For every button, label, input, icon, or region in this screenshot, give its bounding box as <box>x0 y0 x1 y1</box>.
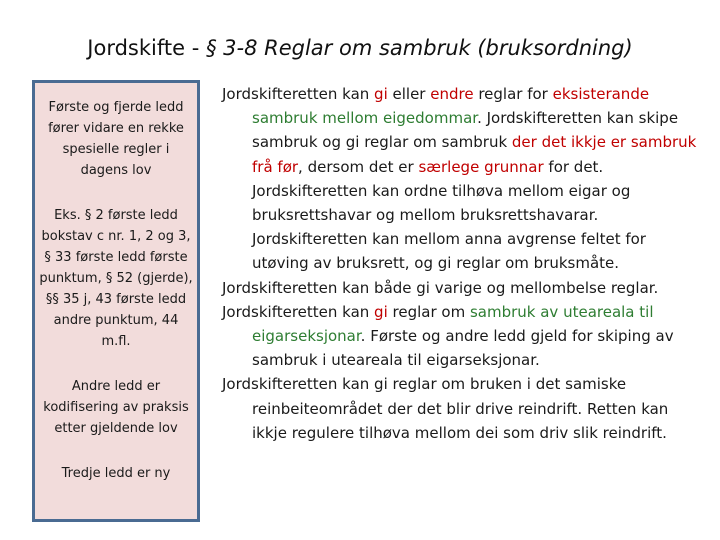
text-span: reglar for <box>473 85 553 103</box>
title-section: § 3-8 Reglar om sambruk (bruksordning) <box>205 36 633 60</box>
text-span: . Første og andre ledd gjeld for skiping av sambruk i uteareala til eigarseksjonar. <box>252 327 674 370</box>
paragraph-2: Jordskifteretten kan både gi varige og mellombelse reglar. <box>222 278 659 297</box>
text-span: for det. Jordskifteretten kan ordne tilhøva mellom eigar og bruksrettshavar og mellom bruksrettshavarar. Jordskifteretten kan mellom anna avgrense feltet for utøving av bruksrett, og gi reglar om bruksmåte. <box>252 157 646 273</box>
text-span: Jordskifteretten kan <box>222 85 375 103</box>
sidebar-note-3: Andre ledd er kodifisering av praksis etter gjeldende lov <box>43 379 189 436</box>
highlight-ikkje-sambruk: der det ikkje er sambruk frå før <box>252 133 697 176</box>
highlight-gi: gi <box>374 302 388 321</box>
text-span: Jordskifteretten kan <box>222 302 375 321</box>
sidebar-note-4: Tredje ledd er ny <box>61 466 171 481</box>
sidebar-note-1: Første og fjerde ledd fører vidare en rekke spesielle regler i dagens lov <box>48 100 184 178</box>
highlight-endre: endre <box>430 85 474 103</box>
paragraph-1 <box>222 82 702 276</box>
text-span: . Jordskifteretten kan skipe sambruk og gi reglar om sambruk <box>252 109 679 152</box>
text-span: eller <box>387 85 431 103</box>
highlight-gi: gi <box>374 85 388 103</box>
sidebar-note-2: Eks. § 2 første ledd bokstav c nr. 1, 2 og 3, § 33 første ledd første punktum, § 52 (gjerde), §§ 35 j, 43 første ledd andre punktum, 44 m.fl. <box>39 208 193 349</box>
sidebar-notes-box <box>32 80 200 522</box>
paragraph-3 <box>222 300 702 373</box>
paragraph-4: Jordskifteretten kan gi reglar om bruken i det samiske reinbeiteområdet der det blir drive reindrift. Retten kan ikkje regulere tilhøva mellom dei som driv slik reindrift. <box>222 375 669 442</box>
highlight-eksisterande: eksisterande <box>552 85 650 103</box>
highlight-uteareala: sambruk av uteareala til eigarseksjonar <box>252 302 654 346</box>
highlight-sambruk-eigedommar: sambruk mellom eigedommar <box>252 109 478 128</box>
highlight-saerlege-grunnar: særlege grunnar <box>418 157 544 176</box>
text-span: , dersom det er <box>298 157 419 176</box>
title-main: Jordskifte - <box>87 36 206 60</box>
page-title <box>0 36 720 60</box>
main-text <box>222 82 702 445</box>
text-span: reglar om <box>387 302 470 321</box>
